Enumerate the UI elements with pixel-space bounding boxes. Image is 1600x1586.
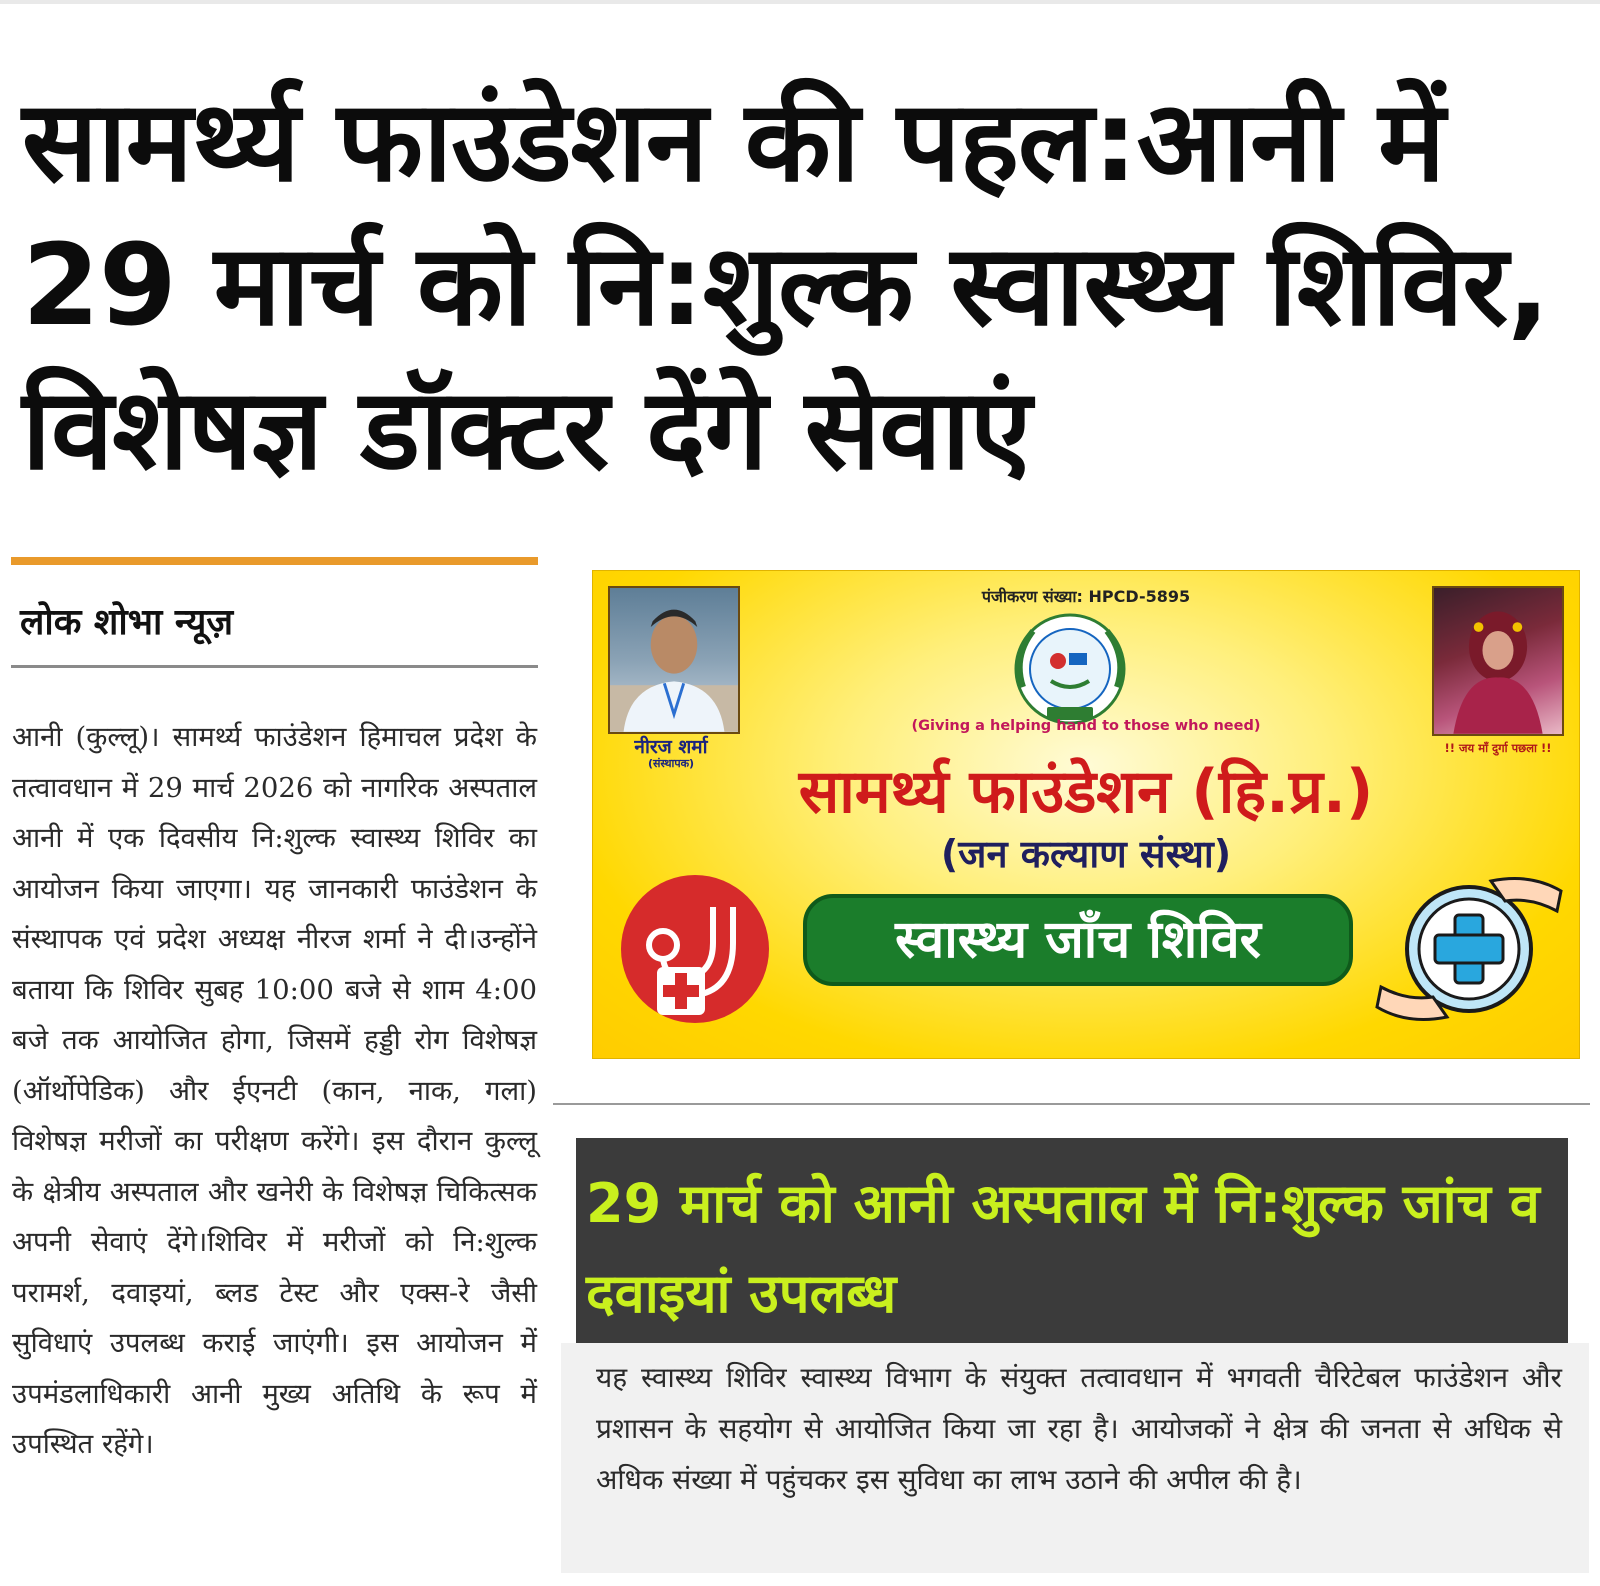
source-divider bbox=[11, 665, 538, 668]
organization-name: सामर्थ्य फाउंडेशन (हि.प्र.) bbox=[798, 757, 1374, 827]
tagline: (Giving a helping hand to those who need) bbox=[911, 718, 1261, 734]
stethoscope-icon bbox=[617, 871, 773, 1027]
headline: सामर्थ्य फाउंडेशन की पहल:आनी में 29 मार्च को नि:शुल्क स्वास्थ्य शिविर, विशेषज्ञ डॉक्टर देंगे सेवाएं bbox=[22, 77, 1549, 495]
top-divider bbox=[0, 0, 1600, 4]
news-source: लोक शोभा न्यूज़ bbox=[20, 602, 234, 643]
person-icon bbox=[610, 588, 738, 732]
accent-bar bbox=[11, 557, 538, 565]
event-banner bbox=[592, 570, 1580, 1059]
care-hands-icon bbox=[1371, 851, 1567, 1047]
registration-number: पंजीकरण संख्या: HPCD-5895 bbox=[981, 587, 1191, 606]
founder-name: नीरज शर्मा bbox=[634, 736, 708, 758]
camp-title: स्वास्थ्य जाँच शिविर bbox=[803, 894, 1353, 986]
right-column-divider bbox=[553, 1103, 1590, 1105]
deity-caption: !! जय माँ दुर्गा पछला !! bbox=[1444, 741, 1552, 755]
founder-photo bbox=[608, 586, 740, 734]
subheadline: 29 मार्च को आनी अस्पताल में नि:शुल्क जांच व दवाइयां उपलब्ध bbox=[586, 1172, 1540, 1325]
founder-role: (संस्थापक) bbox=[647, 757, 695, 770]
deity-photo bbox=[1432, 586, 1564, 736]
article-body-left: आनी (कुल्लू)। सामर्थ्य फाउंडेशन हिमाचल प्रदेश के तत्वावधान में 29 मार्च 2026 को नागरिक अस्पताल आनी में एक दिवसीय नि:शुल्क स्वास्थ्य शिविर का आयोजन किया जाएगा। यह जानकारी फाउंडेशन के संस्थापक एवं प्रदेश अध्यक्ष नीरज शर्मा ने दी।उन्होंने बताया कि शिविर सुबह 10:00 बजे से शाम 4:00 बजे तक आयोजित होगा, जिसमें हड्डी रोग विशेषज्ञ (ऑर्थोपेडिक) और ईएनटी (कान, नाक, गला) विशेषज्ञ मरीजों का परीक्षण करेंगे। इस दौरान कुल्लू के क्षेत्रीय अस्पताल और खनेरी के विशेषज्ञ चिकित्सक अपनी सेवाएं देंगे।शिविर में मरीजों को नि:शुल्क परामर्श, दवाइयां, ब्लड टेस्ट और एक्स-रे जैसी सुविधाएं उपलब्ध कराई जाएंगी। इस आयोजन में उपमंडलाधिकारी आनी मुख्य अतिथि के रूप में उपस्थित रहेंगे। bbox=[12, 721, 537, 1460]
organization-subtitle: (जन कल्याण संस्था) bbox=[940, 832, 1232, 876]
article-body-right: यह स्वास्थ्य शिविर स्वास्थ्य विभाग के संयुक्त तत्वावधान में भगवती चैरिटेबल फाउंडेशन और प्रशासन के सहयोग से आयोजित किया जा रहा है। आयोजकों ने क्षेत्र की जनता से अधिक से अधिक संख्या में पहुंचकर इस सुविधा का लाभ उठाने की अपील की है। bbox=[596, 1361, 1562, 1496]
deity-icon bbox=[1434, 588, 1562, 734]
